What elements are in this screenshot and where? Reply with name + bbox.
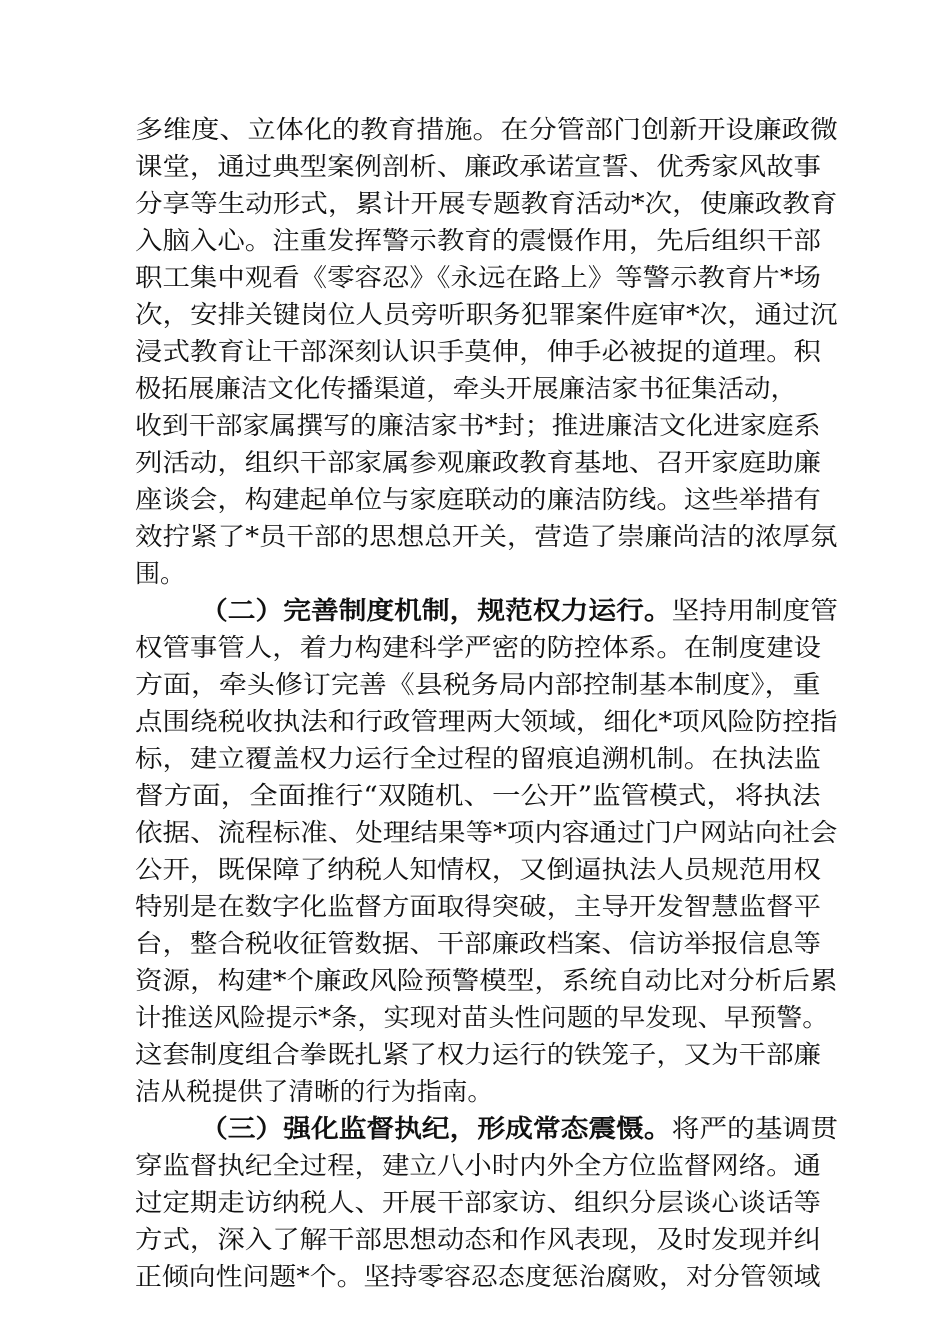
text-line: 多维度、立体化的教育措施。在分管部门创新开设廉政微 [135,115,839,144]
text-line: 标，建立覆盖权力运行全过程的留痕追溯机制。在执法监 [135,744,822,773]
text-line: 点围绕税收执法和行政管理两大领域，细化*项风险防控指 [135,707,838,736]
text-line: 权管事管人，着力构建科学严密的防控体系。在制度建设 [135,633,822,662]
text-line: 督方面，全面推行“双随机、一公开”监管模式，将执法 [135,781,821,810]
text-line: 台，整合税收征管数据、干部廉政档案、信访举报信息等 [135,929,822,958]
text-line: 正倾向性问题*个。坚持零容忍态度惩治腐败，对分管领域 [135,1262,821,1291]
text-line: 穿监督执纪全过程，建立八小时内外全方位监督网络。通 [135,1151,822,1180]
section-text: 将严的基调贯 [671,1114,839,1143]
text-line: 次，安排关键岗位人员旁听职务犯罪案件庭审*次，通过沉 [135,300,838,329]
text-line: 浸式教育让干部深刻认识手莫伸，伸手必被捉的道理。积 [135,337,822,366]
section-text: 坚持用制度管 [671,596,839,625]
text-line: 资源，构建*个廉政风险预警模型，系统自动比对分析后累 [135,966,838,995]
text-line: 座谈会，构建起单位与家庭联动的廉洁防线。这些举措有 [135,485,822,514]
section-heading: （三）强化监督执纪，形成常态震慑。 [200,1114,672,1143]
text-line: 方面，牵头修订完善《县税务局内部控制基本制度》，重 [135,670,821,699]
text-line: 入脑入心。注重发挥警示教育的震慑作用，先后组织干部 [135,226,822,255]
text-line: 课堂，通过典型案例剖析、廉政承诺宣誓、优秀家风故事 [135,152,822,181]
text-line: 特别是在数字化监督方面取得突破，主导开发智慧监督平 [135,892,822,921]
text-line: 列活动，组织干部家属参观廉政教育基地、召开家庭助廉 [135,448,822,477]
section-line [200,1113,838,1145]
text-line: 职工集中观看《零容忍》《永远在路上》等警示教育片*场 [135,263,822,292]
text-line: 极拓展廉洁文化传播渠道，牵头开展廉洁家书征集活动， [135,374,798,403]
text-line: 围。 [135,559,186,588]
text-line: 依据、流程标准、处理结果等*项内容通过门户网站向社会 [135,818,838,847]
text-line: 计推送风险提示*条，实现对苗头性问题的早发现、早预警。 [135,1003,829,1032]
text-line: 方式，深入了解干部思想动态和作风表现，及时发现并纠 [135,1225,822,1254]
text-line: 公开，既保障了纳税人知情权，又倒逼执法人员规范用权 [135,855,822,884]
text-line: 这套制度组合拳既扎紧了权力运行的铁笼子，又为干部廉 [135,1040,822,1069]
text-line: 收到干部家属撰写的廉洁家书*封；推进廉洁文化进家庭系 [135,411,821,440]
text-line: 效拧紧了*员干部的思想总开关，营造了崇廉尚洁的浓厚氛 [135,522,838,551]
section-heading: （二）完善制度机制，规范权力运行。 [200,596,672,625]
section-line [200,595,838,627]
text-line: 洁从税提供了清晰的行为指南。 [135,1077,494,1106]
text-line: 分享等生动形式，累计开展专题教育活动*次，使廉政教育 [135,189,838,218]
text-line: 过定期走访纳税人、开展干部家访、组织分层谈心谈话等 [135,1188,822,1217]
